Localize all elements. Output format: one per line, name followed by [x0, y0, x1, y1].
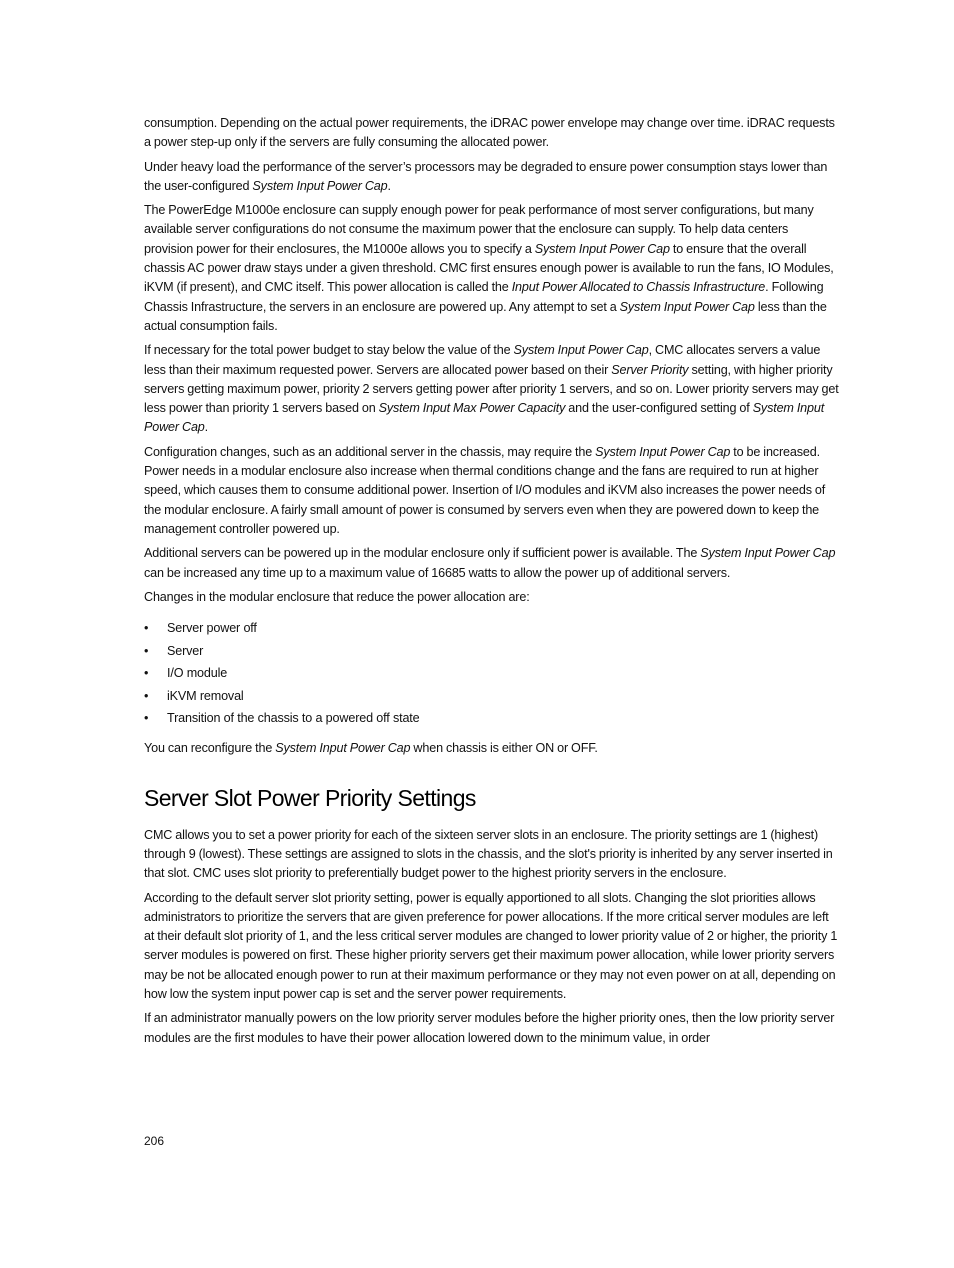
italic-term: Input Power Allocated to Chassis Infrastructure — [511, 280, 766, 295]
paragraph-after-list: You can reconfigure the System Input Power Cap when chassis is either ON or OFF. — [144, 741, 598, 756]
list-item: • iKVM removal — [144, 687, 840, 706]
paragraph: The PowerEdge M1000e enclosure can supply enough power for peak performance of most server configurations, but many available server configurations do not consume the maximum power that the enclosure can supply. To help data centers provision power for their enclosures, the M1000e allows you to specify a System Input Power Cap to ensure that the overall chassis AC power draw stays under a given threshold. CMC first ensures enough power is available to run the fans, IO Modules, iKVM (if present), and CMC itself. This power allocation is called the Input Power Allocated to Chassis Infrastructure. Following Chassis Infrastructure, the servers in an enclosure are powered up. Any attempt to set a System Input Power Cap less than the actual consumption fails. — [144, 203, 834, 333]
italic-term: System Input Power Cap — [144, 401, 825, 435]
paragraph: According to the default server slot priority setting, power is equally apportioned to all slots. Changing the slot priorities allows administrators to prioritize the servers that are given preference for power allocations. If the more critical server modules are left at their default slot priority of 1, and the less critical server modules are changed to lower priority value of 2 or higher, the priority 1 server modules is powered on first. These higher priority servers get their maximum power allocation, while lower priority servers may be not be allocated enough power to run at their maximum performance or they may not even power on at all, depending on how low the system input power cap is set and the server power requirements. — [144, 890, 838, 1002]
section-paragraphs — [144, 826, 840, 1048]
italic-term: System Input Power Cap — [252, 178, 388, 193]
intro-paragraphs — [144, 114, 840, 607]
section-heading: Server Slot Power Priority Settings — [144, 784, 476, 811]
italic-term: System Input Power Cap — [534, 241, 670, 256]
paragraph: Under heavy load the performance of the server’s processors may be degraded to ensure power consumption stays lower than the user-configured System Input Power Cap. — [144, 159, 828, 193]
list-item: • I/O module — [144, 664, 840, 683]
page-body — [144, 114, 840, 1053]
page-number: 206 — [144, 1134, 165, 1148]
list-item: • Server — [144, 642, 840, 661]
italic-term: Server Priority — [611, 362, 689, 377]
paragraph: If necessary for the total power budget to stay below the value of the System Input Power Cap, CMC allocates servers a value less than their maximum requested power. Servers are allocated power based on their Server Priority setting, with higher priority servers getting maximum power, priority 2 servers getting power after priority 1 servers, and so on. Lower priority servers may get less power than priority 1 servers based on System Input Max Power Capacity and the user-configured setting of System Input Power Cap. — [144, 343, 839, 435]
italic-term: System Input Power Cap — [513, 343, 649, 358]
list-item: • Transition of the chassis to a powered off state — [144, 709, 840, 728]
italic-term: System Input Power Cap — [275, 741, 411, 756]
paragraph: Changes in the modular enclosure that reduce the power allocation are: — [144, 589, 530, 604]
italic-term: System Input Power Cap — [700, 546, 836, 561]
italic-term: System Input Power Cap — [619, 299, 755, 314]
italic-term: System Input Max Power Capacity — [378, 401, 566, 416]
list-item: • Server power off — [144, 619, 840, 638]
paragraph: Configuration changes, such as an additional server in the chassis, may require the System Input Power Cap to be increased. Power needs in a modular enclosure also increase when thermal conditions change and the fans are required to run at higher speed, which causes them to consume additional power. Insertion of I/O modules and iKVM also increases the power needs of the modular enclosure. A fairly small amount of power is consumed by servers even when they are powered down to keep the management controller powered up. — [144, 444, 826, 536]
paragraph: Additional servers can be powered up in the modular enclosure only if sufficient power is available. The System Input Power Cap can be increased any time up to a maximum value of 16685 watts to allow the power up of additional servers. — [144, 546, 836, 580]
paragraph: consumption. Depending on the actual power requirements, the iDRAC power envelope may change over time. iDRAC requests a power step-up only if the servers are fully consuming the allocated power. — [144, 116, 835, 150]
power-reduction-list — [144, 619, 840, 728]
italic-term: System Input Power Cap — [595, 444, 731, 459]
paragraph: CMC allows you to set a power priority for each of the sixteen server slots in an enclosure. The priority settings are 1 (highest) through 9 (lowest). These settings are assigned to slots in the chassis, and the slot's priority is inherited by any server inserted in that slot. CMC uses slot priority to preferentially budget power to the highest priority servers in the enclosure. — [144, 827, 833, 881]
paragraph: If an administrator manually powers on the low priority server modules before the higher priority ones, then the low priority server modules are the first modules to have their power allocation lowered down to the minimum value, in order — [144, 1011, 835, 1045]
